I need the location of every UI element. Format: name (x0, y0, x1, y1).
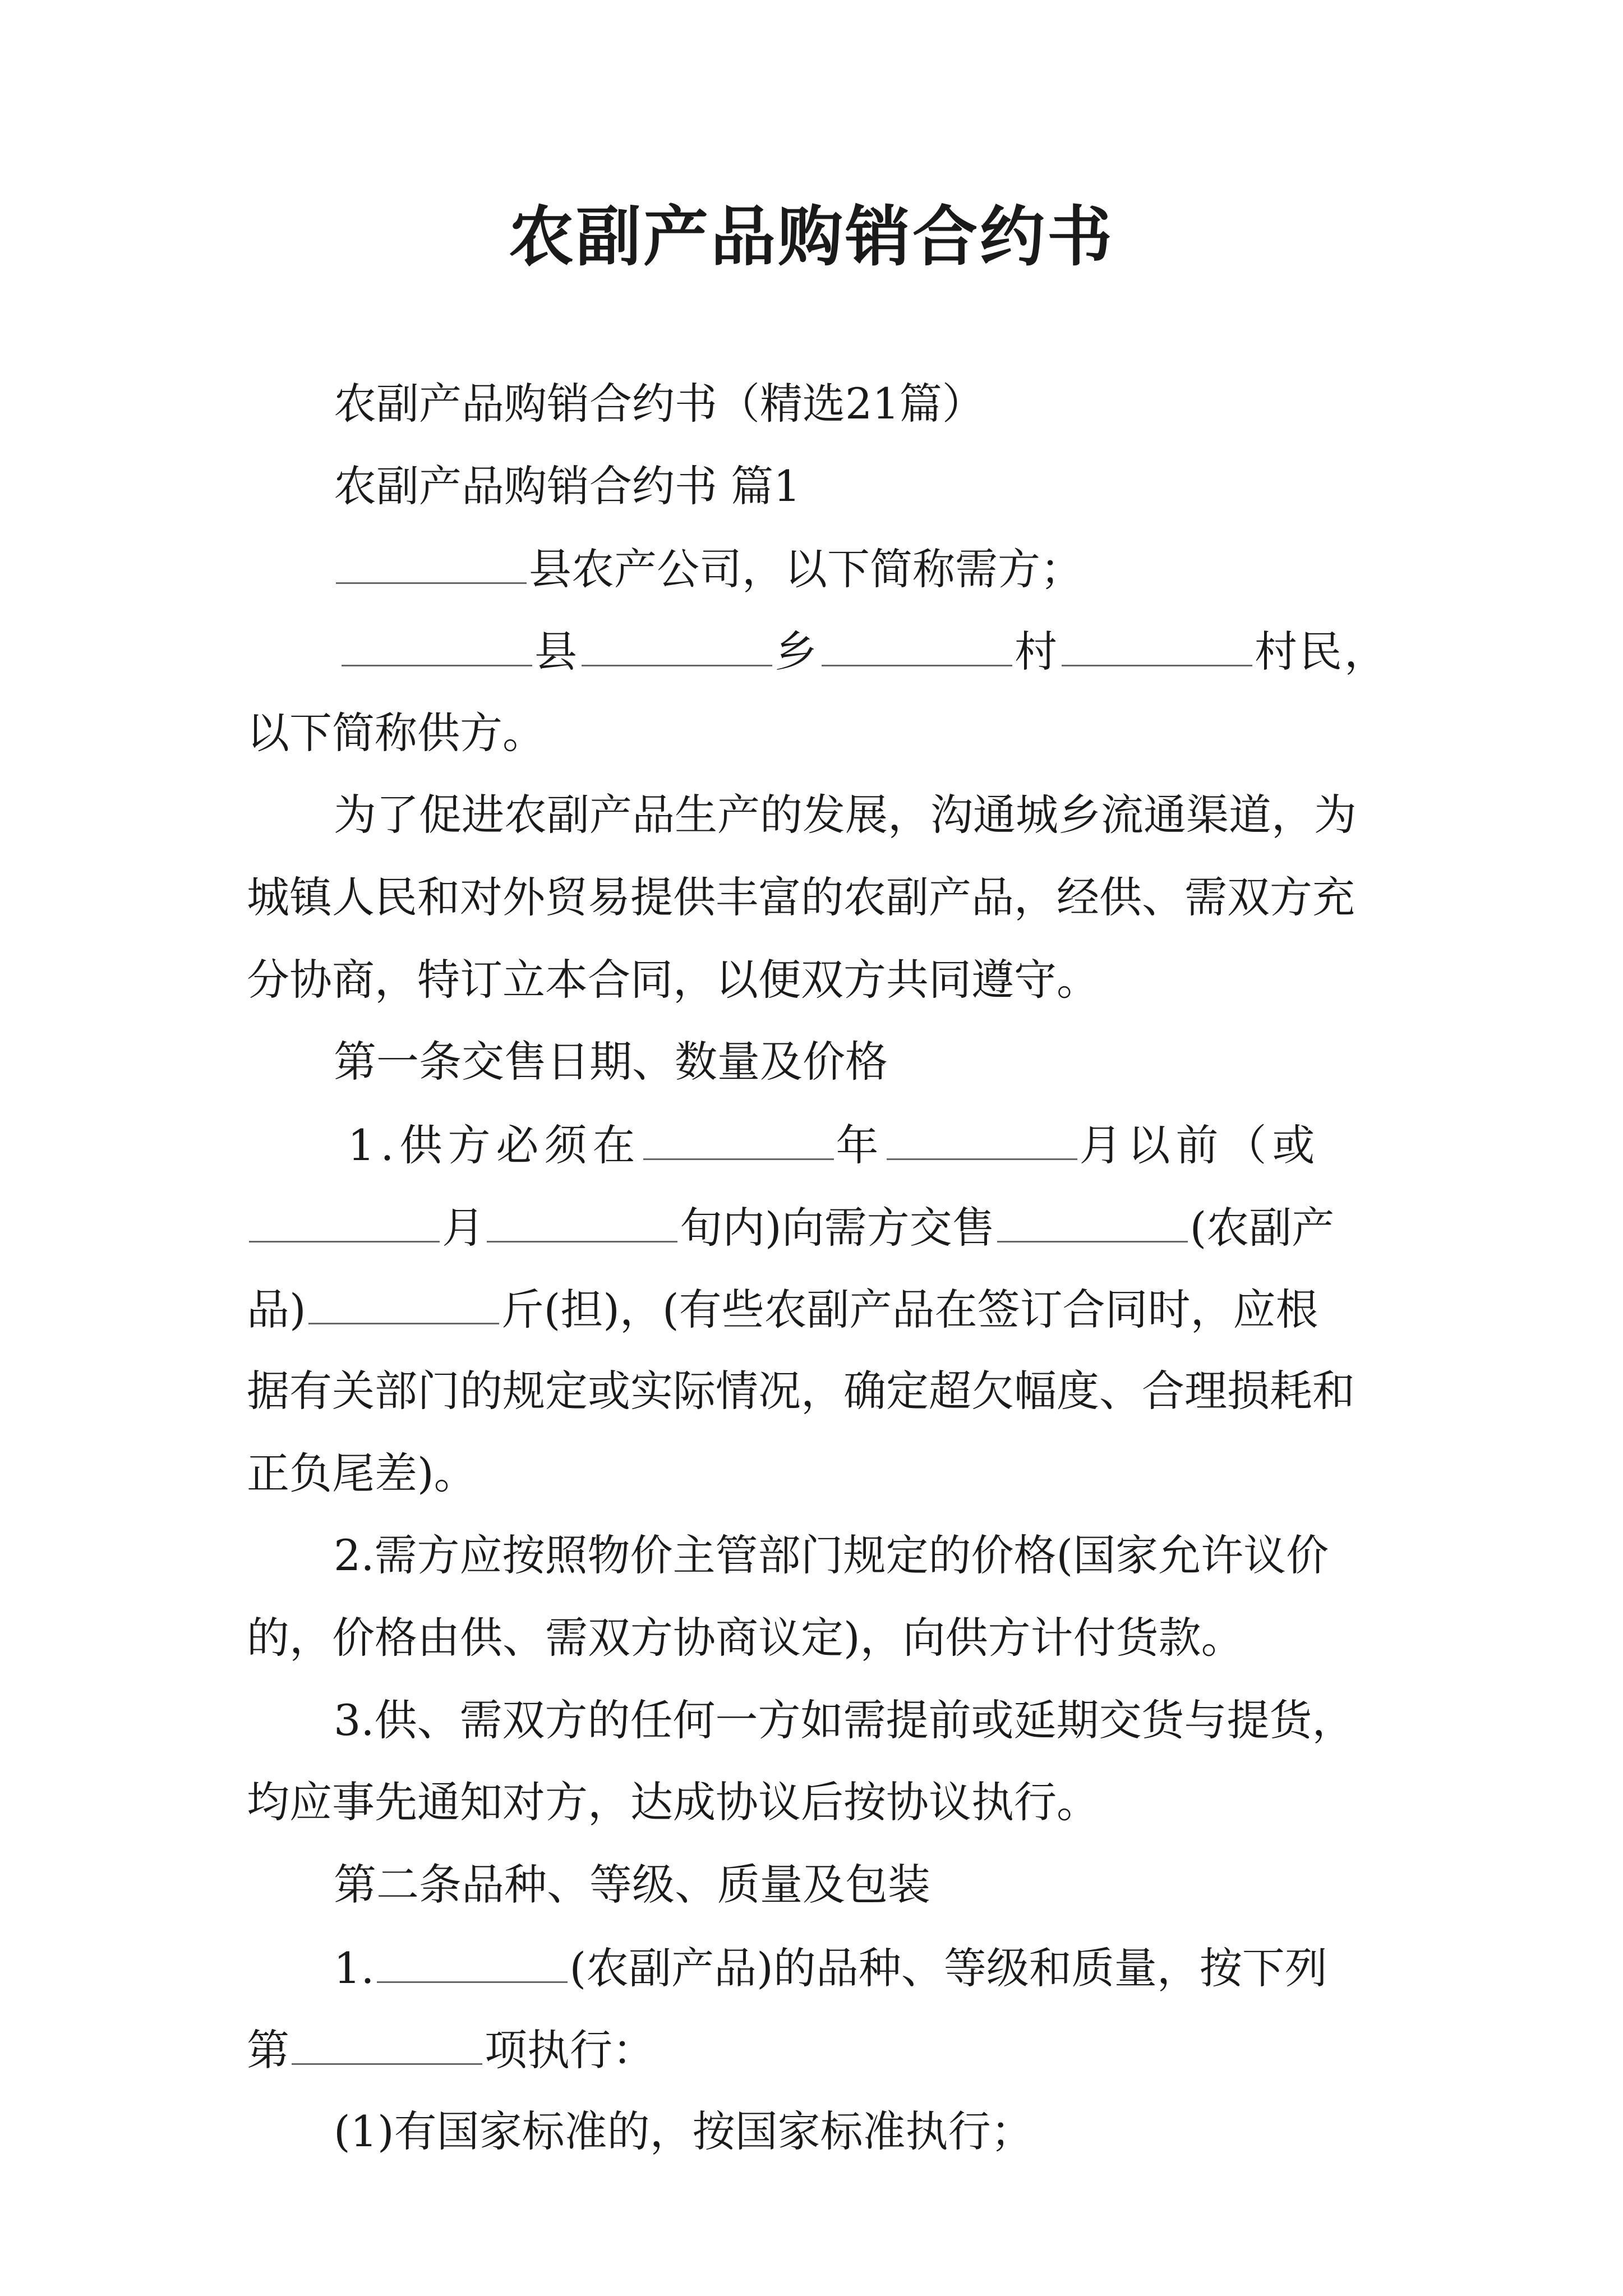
article-heading: 第二条品种、等级、质量及包装 (334, 1860, 930, 1910)
paragraph-line: 2.需方应按照物价主管部门规定的价格(国家允许议价 (334, 1530, 1329, 1580)
fill-in-blank (643, 1114, 834, 1160)
fill-in-blank (336, 537, 527, 584)
fill-in-blank (377, 1936, 568, 1983)
fill-in-blank (997, 1196, 1188, 1243)
section-heading: 农副产品购销合约书 篇1 (334, 461, 801, 511)
paragraph-line: 1. (农副产品)的品种、等级和质量，按下列 (334, 1936, 1623, 1999)
paragraph-line: 品) 斤(担)，(有些农副产品在签订合同时，应根 (247, 1278, 1623, 1341)
fill-in-blank (249, 1196, 440, 1243)
subtitle-line: 农副产品购销合约书（精选21篇） (334, 379, 985, 429)
paragraph-line: 为了促进农副产品生产的发展，沟通城乡流通渠道，为 (334, 790, 1357, 840)
paragraph-line: (1)有国家标准的，按国家标准执行； (334, 2106, 1034, 2156)
paragraph-line: 城镇人民和对外贸易提供丰富的农副产品，经供、需双方充 (247, 872, 1355, 922)
fill-in-blank (342, 620, 532, 666)
paragraph-line: 以下简称供方。 (247, 708, 545, 758)
paragraph-line: 县农产公司，以下简称需方； (334, 537, 1623, 600)
paragraph-line: 的，价格由供、需双方协商议定)，向供方计付货款。 (247, 1613, 1244, 1663)
paragraph-line: 正负尾差)。 (247, 1448, 477, 1498)
fill-in-blank (887, 1114, 1077, 1160)
fill-in-blank (582, 620, 772, 666)
paragraph-line: 3.供、需双方的任何一方如需提前或延期交货与提货， (334, 1695, 1355, 1745)
paragraph-line: 月 旬内)向需方交售 (农副产 (247, 1196, 1623, 1259)
paragraph-line: 分协商，特订立本合同，以便双方共同遵守。 (247, 955, 1099, 1005)
document-title: 农副产品购销合约书 (509, 199, 1114, 275)
paragraph-line: 据有关部门的规定或实际情况，确定超欠幅度、合理损耗和 (247, 1366, 1355, 1416)
fill-in-blank (308, 1278, 499, 1324)
fill-in-blank (1062, 620, 1252, 666)
fill-in-blank (822, 620, 1012, 666)
fill-in-blank (487, 1196, 677, 1243)
paragraph-line: 第 项执行： (247, 2018, 1623, 2081)
article-heading: 第一条交售日期、数量及价格 (334, 1037, 888, 1087)
paragraph-line: 均应事先通知对方，达成协议后按协议执行。 (247, 1777, 1099, 1827)
paragraph-line: 县 乡 村 村民， (339, 620, 1623, 683)
fill-in-blank (292, 2018, 482, 2065)
paragraph-line: 1.供方必须在 年 月以前（或 (348, 1114, 1623, 1176)
